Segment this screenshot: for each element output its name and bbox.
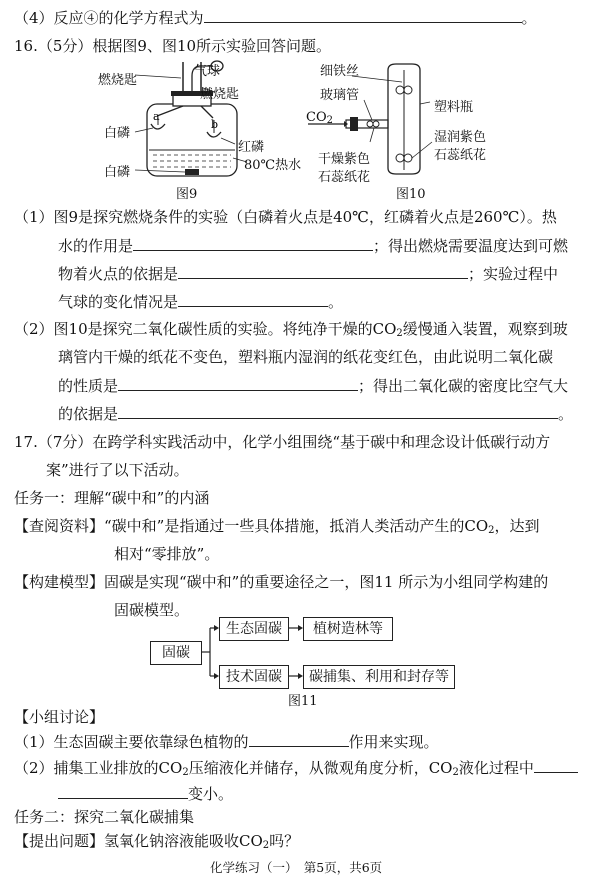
label-b: b (211, 118, 219, 131)
q16-1-line4: 气球的变化情况是 。 (58, 290, 343, 312)
fig11-leaf-ccus: 碳捕集、利用和封存等 (303, 665, 455, 689)
label-plastic-bottle: 塑料瓶 (434, 100, 474, 115)
q16-1-line2: 水的作用是 ；得出燃烧需要温度达到可燃 (58, 234, 568, 256)
label-spoon-left: 燃烧匙 (98, 73, 138, 88)
q16-2-line4: 的依据是 。 (58, 402, 573, 424)
page-footer: 化学练习（一） 第5页，共6页 (210, 860, 383, 875)
task2-heading: 任务二：探究二氧化碳捕集 (14, 808, 195, 826)
figure-9-caption: 图9 (176, 187, 198, 202)
answer-blank[interactable] (118, 402, 558, 419)
label-white-p: 白磷 (104, 126, 131, 141)
answer-blank[interactable] (58, 782, 188, 799)
answer-blank[interactable] (204, 6, 522, 23)
q16-2-line2: 璃管内干燥的纸花不变色，塑料瓶内湿润的纸花变红色，由此说明二氧化碳 (58, 348, 554, 366)
figure-10-caption: 图10 (396, 187, 426, 202)
label-glass-tube: 玻璃管 (320, 88, 360, 103)
q16-title: 16.（5分）根据图9、图10所示实验回答问题。 (14, 37, 332, 55)
model-line2: 固碳模型。 (114, 601, 190, 619)
q15-4-line (14, 6, 537, 28)
reference-tag: 【查阅资料】 (14, 517, 105, 535)
answer-blank[interactable] (249, 730, 349, 747)
white-phosphorus-bottom-icon (185, 169, 199, 175)
task1-heading: 任务一：理解“碳中和”的内涵 (14, 489, 210, 507)
model-tag: 【构建模型】 (14, 573, 105, 591)
label-dry-flower-2: 石蕊纸花 (318, 170, 371, 185)
label-a: a (153, 110, 160, 123)
label-balloon: 气球 (194, 64, 221, 79)
q16-2-line3: 的性质是 ；得出二氧化碳的密度比空气大 (58, 374, 568, 396)
figure-11-caption: 图11 (288, 694, 318, 709)
label-spoon-right: 燃烧匙 (200, 87, 240, 102)
label-red-p: 红磷 (238, 140, 265, 155)
question-line: 【提出问题】氢氧化钠溶液能吸收$CO_2$吗？ (14, 832, 300, 851)
answer-blank[interactable] (118, 374, 358, 391)
answer-blank[interactable] (133, 234, 373, 251)
label-wet-flower-1: 湿润紫色 (434, 130, 487, 145)
label-hot-water: 80℃热水 (244, 158, 302, 173)
fig11-branch-tech: 技术固碳 (219, 665, 289, 689)
question-tag: 【提出问题】 (14, 832, 105, 850)
q16-2-line1: （2）图10是探究二氧化碳性质的实验。将纯净干燥的$CO_2$缓慢通入装置，观察到玻 (14, 320, 568, 339)
label-co2: $CO_2$ (306, 110, 333, 126)
q15-4-text: （4）反应④的化学方程式为 (14, 9, 204, 27)
q16-1-line1: （1）图9是探究燃烧条件的实验（白磷着火点是40℃，红磷着火点是260℃）。热 (14, 208, 557, 226)
label-dry-flower-1: 干燥紫色 (318, 152, 371, 167)
label-white-p-bottom: 白磷 (104, 165, 131, 180)
discussion-q2-line1: （2）捕集工业排放的$CO_2$压缩液化并储存，从微观角度分析，$CO_2$液化过程中 (14, 756, 578, 778)
fig11-leaf-trees: 植树造林等 (303, 617, 393, 641)
tube-stopper (350, 117, 358, 131)
answer-blank[interactable] (178, 262, 468, 279)
discussion-q1: （1）生态固碳主要依靠绿色植物的 作用来实现。 (14, 730, 439, 752)
reference-line1: 【查阅资料】“碳中和”是指通过一些具体措施，抵消人类活动产生的$CO_2$，达到 (14, 517, 540, 536)
model-line1: 【构建模型】固碳是实现“碳中和”的重要途径之一，图11 所示为小组同学构建的 (14, 573, 549, 591)
answer-blank[interactable] (534, 756, 578, 773)
label-wet-flower-2: 石蕊纸花 (434, 148, 487, 163)
q17-line1: 17.（7分）在跨学科实践活动中，化学小组围绕“基于碳中和理念设计低碳行动方 (14, 433, 551, 451)
spoon-right-arm (201, 106, 213, 118)
q17-line2: 案”进行了以下活动。 (46, 461, 189, 479)
fig11-branch-eco: 生态固碳 (219, 617, 289, 641)
discussion-q2-line2: 变小。 (58, 782, 233, 804)
q16-1-line3: 物着火点的依据是 ；实验过程中 (58, 262, 558, 284)
reference-line2: 相对“零排放”。 (114, 545, 220, 563)
q15-4-suffix: 。 (521, 9, 537, 27)
answer-blank[interactable] (178, 290, 328, 307)
label-iron-wire: 细铁丝 (320, 64, 360, 79)
fig11-root-box: 固碳 (150, 641, 202, 665)
spoon-left-arm (157, 106, 183, 116)
discussion-heading: 【小组讨论】 (14, 708, 105, 726)
